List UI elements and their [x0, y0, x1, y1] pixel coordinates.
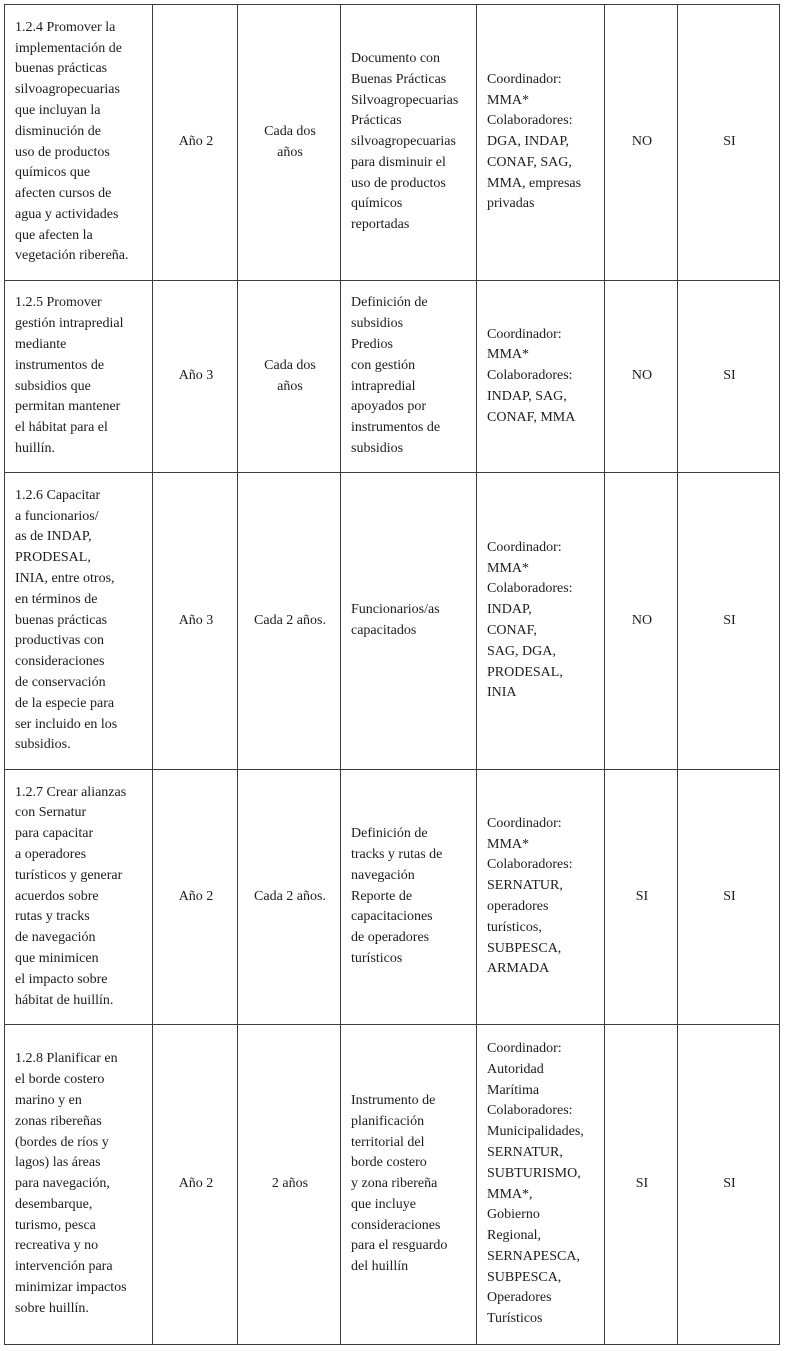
- responsible-cell: Coordinador: MMA* Colaboradores: DGA, INDAP, CONAF, SAG, MMA, empresas privadas: [477, 5, 605, 281]
- responsible-cell: Coordinador: MMA* Colaboradores: INDAP, CONAF, SAG, DGA, PRODESAL, INIA: [477, 473, 605, 770]
- indicator-cell: Definición de subsidios Predios con gestión intrapredial apoyados por instrumentos de subsidios: [341, 281, 477, 473]
- year-cell: Año 3: [153, 281, 238, 473]
- table-row: [5, 5, 780, 281]
- action-cell: 1.2.6 Capacitar a funcionarios/ as de INDAP, PRODESAL, INIA, entre otros, en términos de buenas prácticas productivas con consideraciones de conservación de la especie para ser incluido en los subsidios.: [5, 473, 153, 770]
- indicator-cell: Definición de tracks y rutas de navegación Reporte de capacitaciones de operadores turísticos: [341, 770, 477, 1025]
- column-a-cell: NO: [605, 473, 678, 770]
- action-cell: 1.2.8 Planificar en el borde costero marino y en zonas ribereñas (bordes de ríos y lagos) las áreas para navegación, desembarque, turismo, pesca recreativa y no intervención para minimizar impactos sobre huillín.: [5, 1025, 153, 1345]
- indicator-cell: Funcionarios/as capacitados: [341, 473, 477, 770]
- column-a-cell: SI: [605, 1025, 678, 1345]
- action-cell: 1.2.7 Crear alianzas con Sernatur para capacitar a operadores turísticos y generar acuerdos sobre rutas y tracks de navegación que minimicen el impacto sobre hábitat de huillín.: [5, 770, 153, 1025]
- column-b-cell: SI: [678, 1025, 780, 1345]
- table-row: [5, 281, 780, 473]
- frequency-cell: Cada 2 años.: [238, 473, 341, 770]
- column-b-cell: SI: [678, 473, 780, 770]
- table-row: [5, 770, 780, 1025]
- column-a-cell: NO: [605, 281, 678, 473]
- column-a-cell: SI: [605, 770, 678, 1025]
- table-row: [5, 1025, 780, 1345]
- table-row: [5, 473, 780, 770]
- responsible-cell: Coordinador: MMA* Colaboradores: INDAP, SAG, CONAF, MMA: [477, 281, 605, 473]
- action-cell: 1.2.4 Promover la implementación de buenas prácticas silvoagropecuarias que incluyan la disminución de uso de productos químicos que afecten cursos de agua y actividades que afecten la vegetación ribereña.: [5, 5, 153, 281]
- frequency-cell: Cada dos años: [238, 5, 341, 281]
- indicator-cell: Instrumento de planificación territorial del borde costero y zona ribereña que incluye consideraciones para el resguardo del huillín: [341, 1025, 477, 1345]
- column-b-cell: SI: [678, 5, 780, 281]
- frequency-cell: Cada dos años: [238, 281, 341, 473]
- column-a-cell: NO: [605, 5, 678, 281]
- action-plan-table: [4, 4, 780, 1345]
- year-cell: Año 2: [153, 1025, 238, 1345]
- column-b-cell: SI: [678, 770, 780, 1025]
- year-cell: Año 2: [153, 770, 238, 1025]
- frequency-cell: Cada 2 años.: [238, 770, 341, 1025]
- responsible-cell: Coordinador: MMA* Colaboradores: SERNATUR, operadores turísticos, SUBPESCA, ARMADA: [477, 770, 605, 1025]
- frequency-cell: 2 años: [238, 1025, 341, 1345]
- indicator-cell: Documento con Buenas Prácticas Silvoagropecuarias Prácticas silvoagropecuarias para disminuir el uso de productos químicos reportadas: [341, 5, 477, 281]
- responsible-cell: Coordinador: Autoridad Marítima Colaboradores: Municipalidades, SERNATUR, SUBTURISMO, MMA*, Gobierno Regional, SERNAPESCA, SUBPESCA, Operadores Turísticos: [477, 1025, 605, 1345]
- column-b-cell: SI: [678, 281, 780, 473]
- year-cell: Año 3: [153, 473, 238, 770]
- year-cell: Año 2: [153, 5, 238, 281]
- action-cell: 1.2.5 Promover gestión intrapredial mediante instrumentos de subsidios que permitan mantener el hábitat para el huillín.: [5, 281, 153, 473]
